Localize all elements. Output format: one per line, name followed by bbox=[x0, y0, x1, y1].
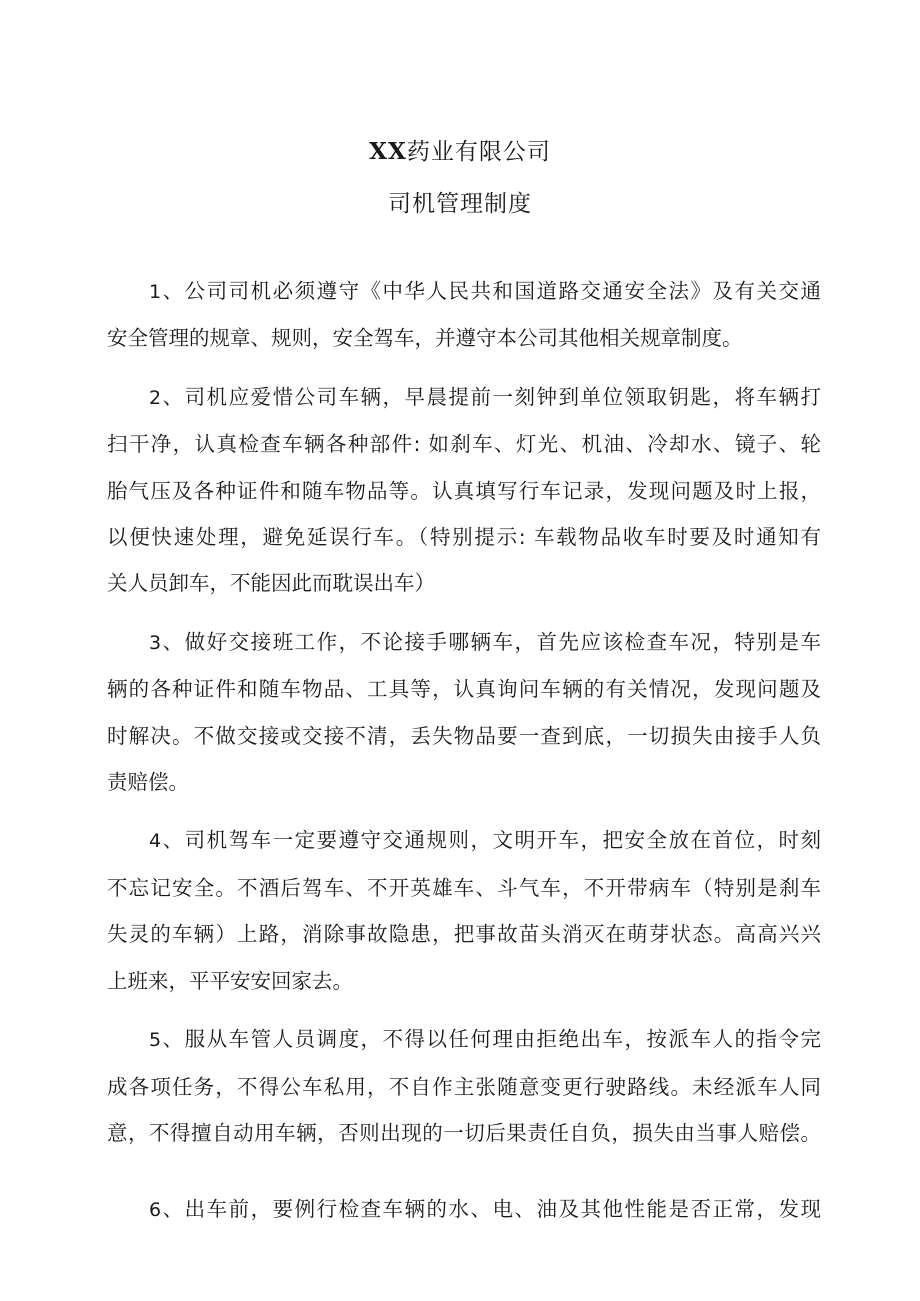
paragraph-line: 5、服从车管人员调度，不得以任何理由拒绝出车，按派车人的指令完 bbox=[149, 1027, 821, 1052]
paragraph-line: 6、出车前，要例行检查车辆的水、电、油及其他性能是否正常，发现 bbox=[149, 1197, 821, 1222]
item-number: 4 bbox=[149, 830, 162, 853]
item-number: 5 bbox=[149, 1029, 162, 1052]
document-title: 司机管理制度 bbox=[388, 191, 532, 217]
paragraph-line: 3、做好交接班工作，不论接手哪辆车，首先应该检查车况，特别是车 bbox=[149, 629, 821, 654]
paragraph-line: 时解决。不做交接或交接不清，丢失物品要一查到底，一切损失由接手人负 bbox=[107, 723, 821, 748]
paragraph-line: 关人员卸车，不能因此而耽误出车） bbox=[107, 571, 435, 596]
paragraph-line: 辆的各种证件和随车物品、工具等，认真询问车辆的有关情况，发现问题及 bbox=[107, 677, 821, 702]
paragraph-5 bbox=[107, 1016, 821, 1156]
document-header bbox=[0, 126, 920, 230]
paragraph-line: 责赔偿。 bbox=[107, 770, 189, 795]
item-number: 6 bbox=[149, 1199, 162, 1222]
paragraph-line: 2、司机应爱惜公司车辆，早晨提前一刻钟到单位领取钥匙，将车辆打 bbox=[149, 384, 821, 409]
paragraph-6 bbox=[107, 1186, 821, 1233]
paragraph-line: 扫干净，认真检查车辆各种部件: 如刹车、灯光、机油、冷却水、镜子、轮 bbox=[107, 432, 821, 457]
paragraph-1 bbox=[107, 268, 821, 362]
paragraph-4 bbox=[107, 817, 821, 1004]
item-number: 2 bbox=[149, 386, 162, 409]
document-body bbox=[107, 268, 821, 1238]
company-prefix: XX bbox=[369, 138, 407, 165]
item-number: 1 bbox=[149, 281, 162, 303]
paragraph-line: 成各项任务，不得公车私用，不自作主张随意变更行驶路线。未经派车人同 bbox=[107, 1074, 821, 1099]
paragraph-line: 失灵的车辆）上路，消除事故隐患，把事故苗头消灭在萌芽状态。高高兴兴 bbox=[107, 922, 821, 947]
paragraph-line: 不忘记安全。不酒后驾车、不开英雄车、斗气车，不开带病车（特别是刹车 bbox=[107, 875, 821, 900]
paragraph-line: 安全管理的规章、规则，安全驾车，并遵守本公司其他相关规章制度。 bbox=[107, 326, 743, 351]
company-name: 药业有限公司 bbox=[406, 139, 551, 165]
paragraph-3 bbox=[107, 619, 821, 806]
company-title bbox=[0, 126, 920, 178]
paragraph-line: 胎气压及各种证件和随车物品等。认真填写行车记录，发现问题及时上报， bbox=[107, 478, 821, 503]
paragraph-line: 4、司机驾车一定要遵守交通规则，文明开车，把安全放在首位，时刻 bbox=[149, 828, 821, 853]
paragraph-line: 1、公司司机必须遵守《中华人民共和国道路交通安全法》及有关交通 bbox=[149, 279, 821, 303]
paragraph-line: 意，不得擅自动用车辆，否则出现的一切后果责任自负，损失由当事人赔偿。 bbox=[107, 1120, 821, 1145]
paragraph-2 bbox=[107, 374, 821, 607]
paragraph-line: 上班来，平平安安回家去。 bbox=[107, 968, 353, 993]
item-number: 3 bbox=[149, 631, 162, 654]
paragraph-line: 以便快速处理，避免延误行车。（特别提示: 车载物品收车时要及时通知有 bbox=[107, 525, 821, 550]
